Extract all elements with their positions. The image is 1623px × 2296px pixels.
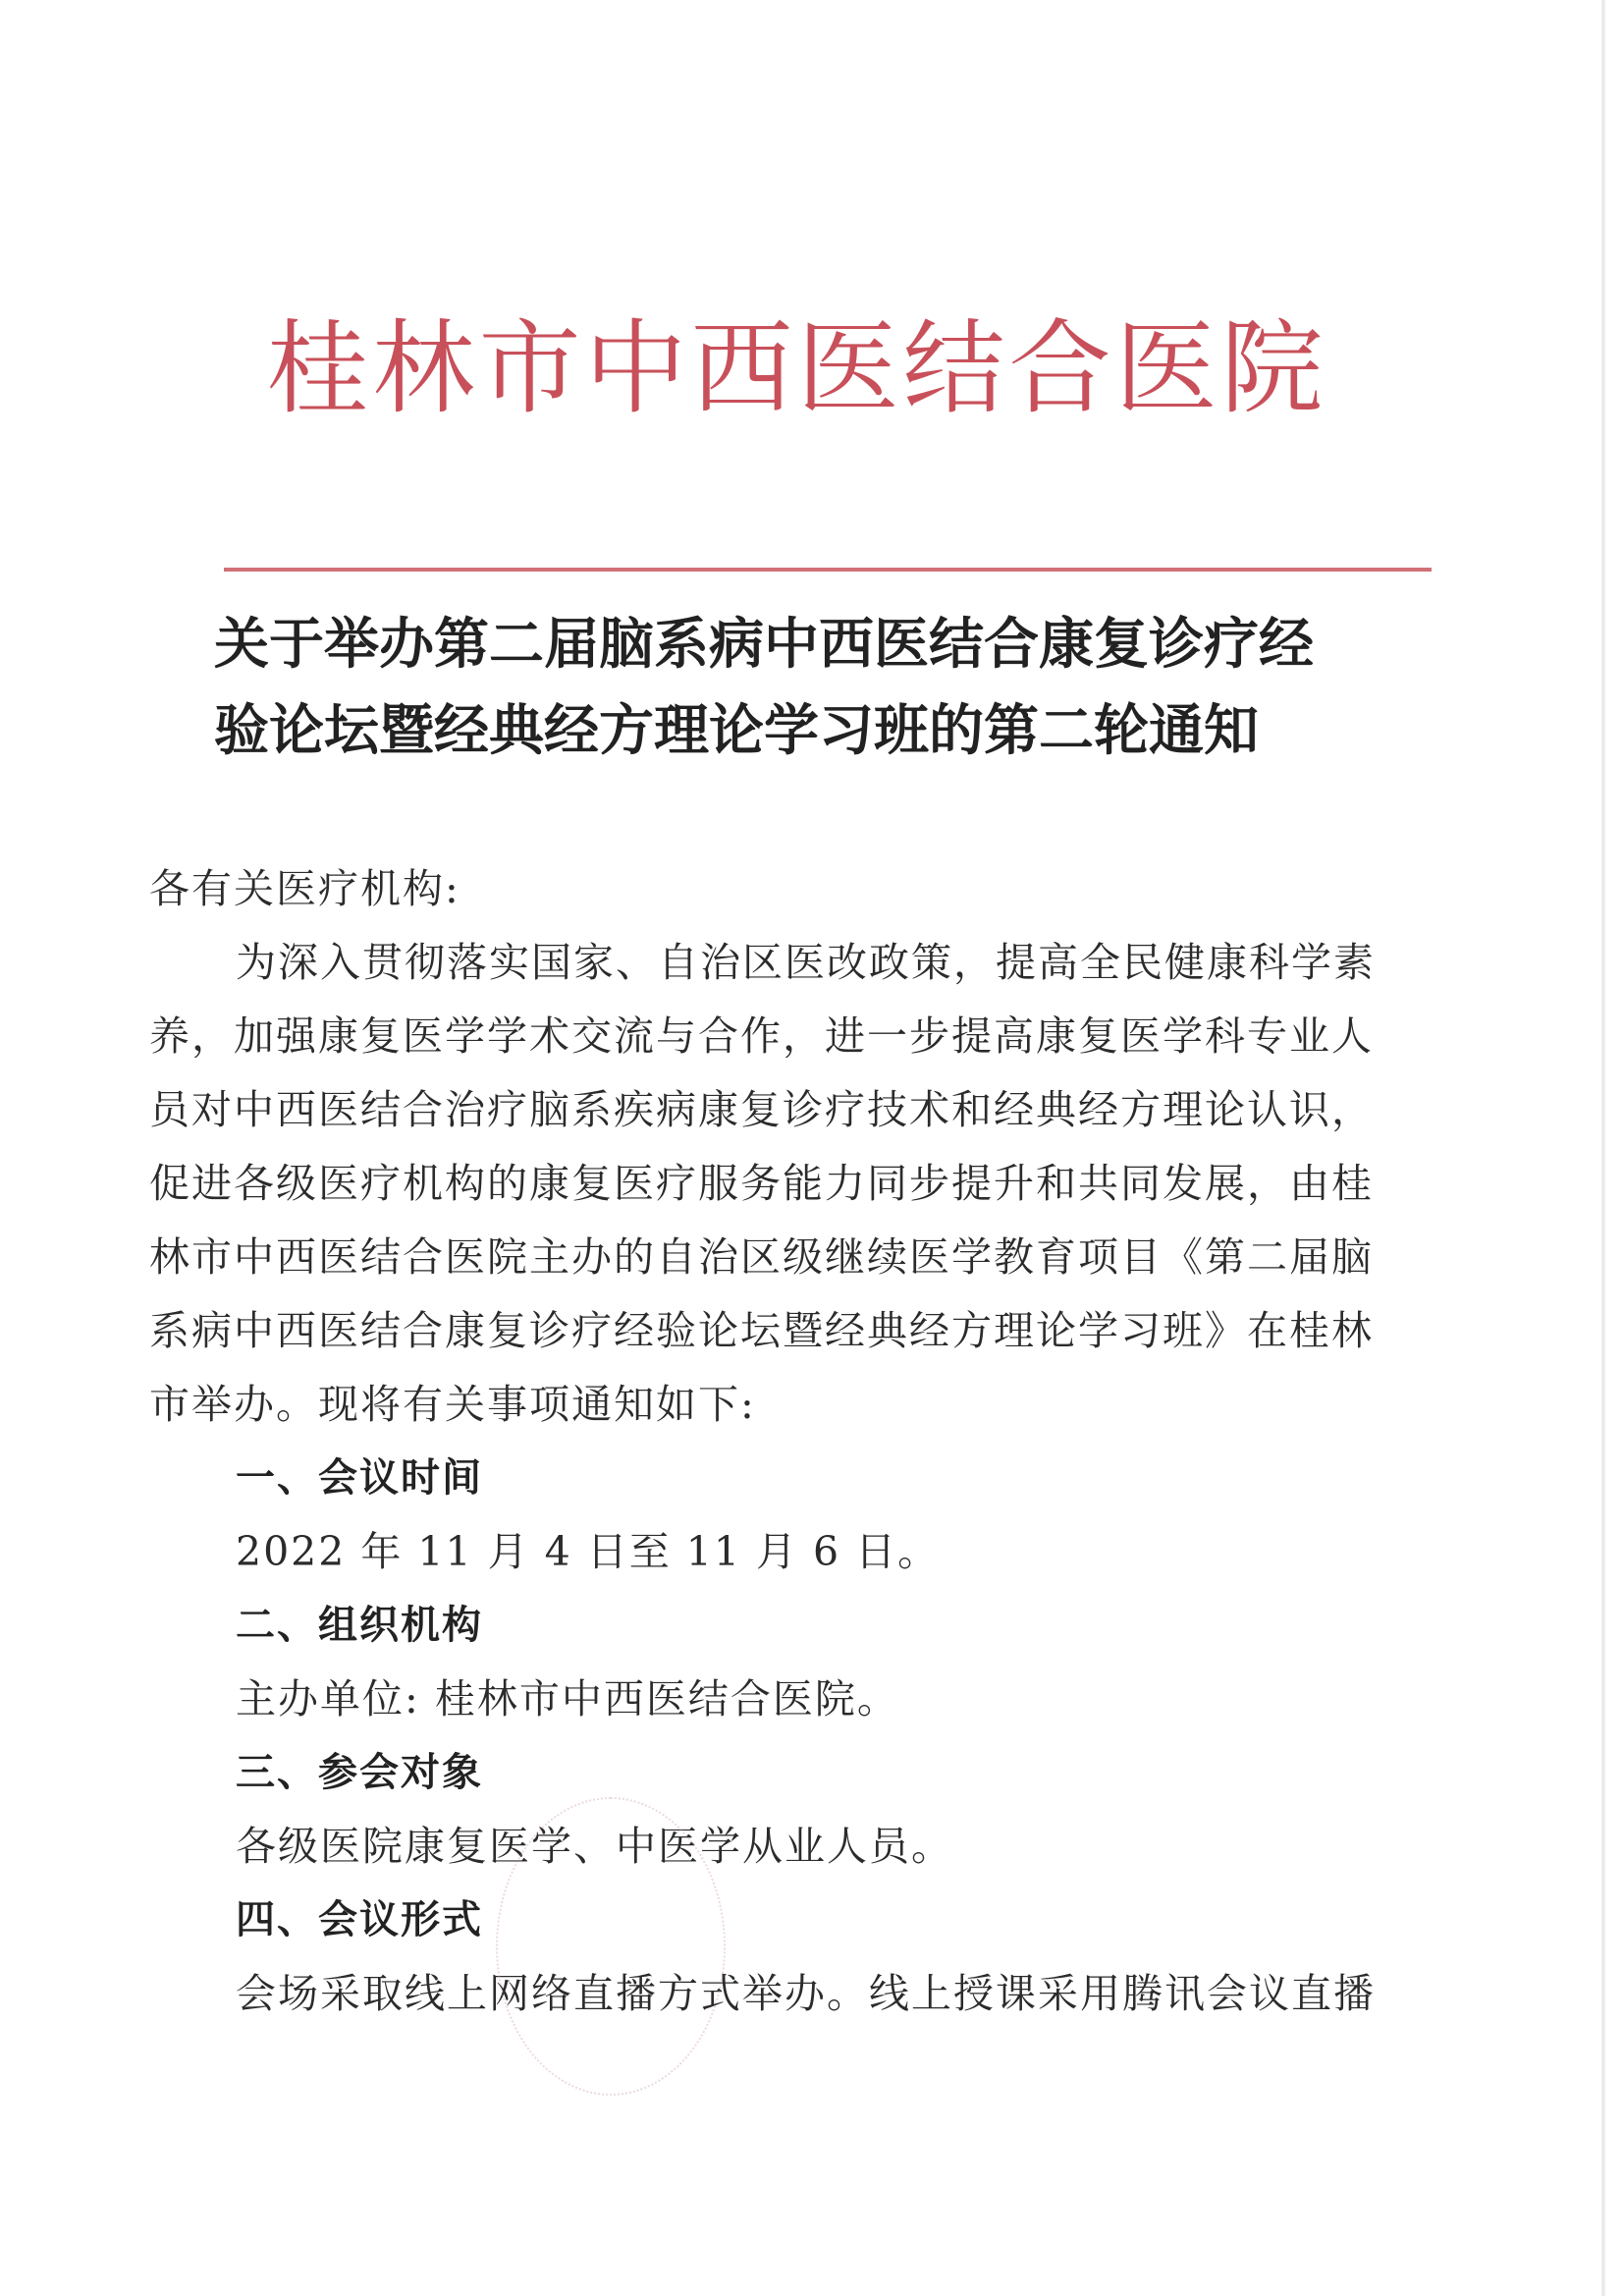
notice-title-line: 关于举办第二届脑系病中西医结合康复诊疗经 [214, 612, 1314, 677]
intro-line: 市举办。现将有关事项通知如下: [149, 1381, 756, 1428]
section-content-participants: 各级医院康复医学、中医学从业人员。 [236, 1823, 953, 1870]
intro-line: 促进各级医疗机构的康复医疗服务能力同步提升和共同发展，由桂 [149, 1160, 1374, 1207]
salutation: 各有关医疗机构: [149, 865, 460, 912]
section-content-organizer: 主办单位: 桂林市中西医结合医院。 [236, 1675, 899, 1722]
intro-line: 林市中西医结合医院主办的自治区级继续医学教育项目《第二届脑 [149, 1233, 1374, 1281]
letterhead [0, 295, 1623, 442]
section-heading-organizer: 二、组织机构 [236, 1603, 483, 1648]
section-heading-format: 四、会议形式 [236, 1897, 483, 1942]
notice-title [214, 601, 1432, 774]
section-content-meeting-time: 2022 年 11 月 4 日至 11 月 6 日。 [236, 1528, 941, 1575]
section-content-format: 会场采取线上网络直播方式举办。线上授课采用腾讯会议直播 [236, 1970, 1376, 2017]
section-heading-participants: 三、参会对象 [236, 1750, 483, 1795]
letterhead-red-rule [224, 568, 1432, 572]
letterhead-org-name: 桂林市中西医结合医院 [266, 308, 1327, 428]
section-heading-meeting-time: 一、会议时间 [236, 1455, 483, 1501]
notice-body [149, 852, 1426, 2031]
intro-line: 为深入贯彻落实国家、自治区医改政策，提高全民健康科学素 [236, 939, 1376, 986]
intro-paragraph [149, 926, 1426, 1442]
intro-line: 系病中西医结合康复诊疗经验论坛暨经典经方理论学习班》在桂林 [149, 1307, 1374, 1354]
intro-line: 养，加强康复医学学术交流与合作，进一步提高康复医学科专业人 [149, 1012, 1374, 1060]
notice-title-line: 验论坛暨经典经方理论学习班的第二轮通知 [214, 698, 1259, 763]
intro-line: 员对中西医结合治疗脑系疾病康复诊疗技术和经典经方理论认识， [149, 1086, 1374, 1133]
